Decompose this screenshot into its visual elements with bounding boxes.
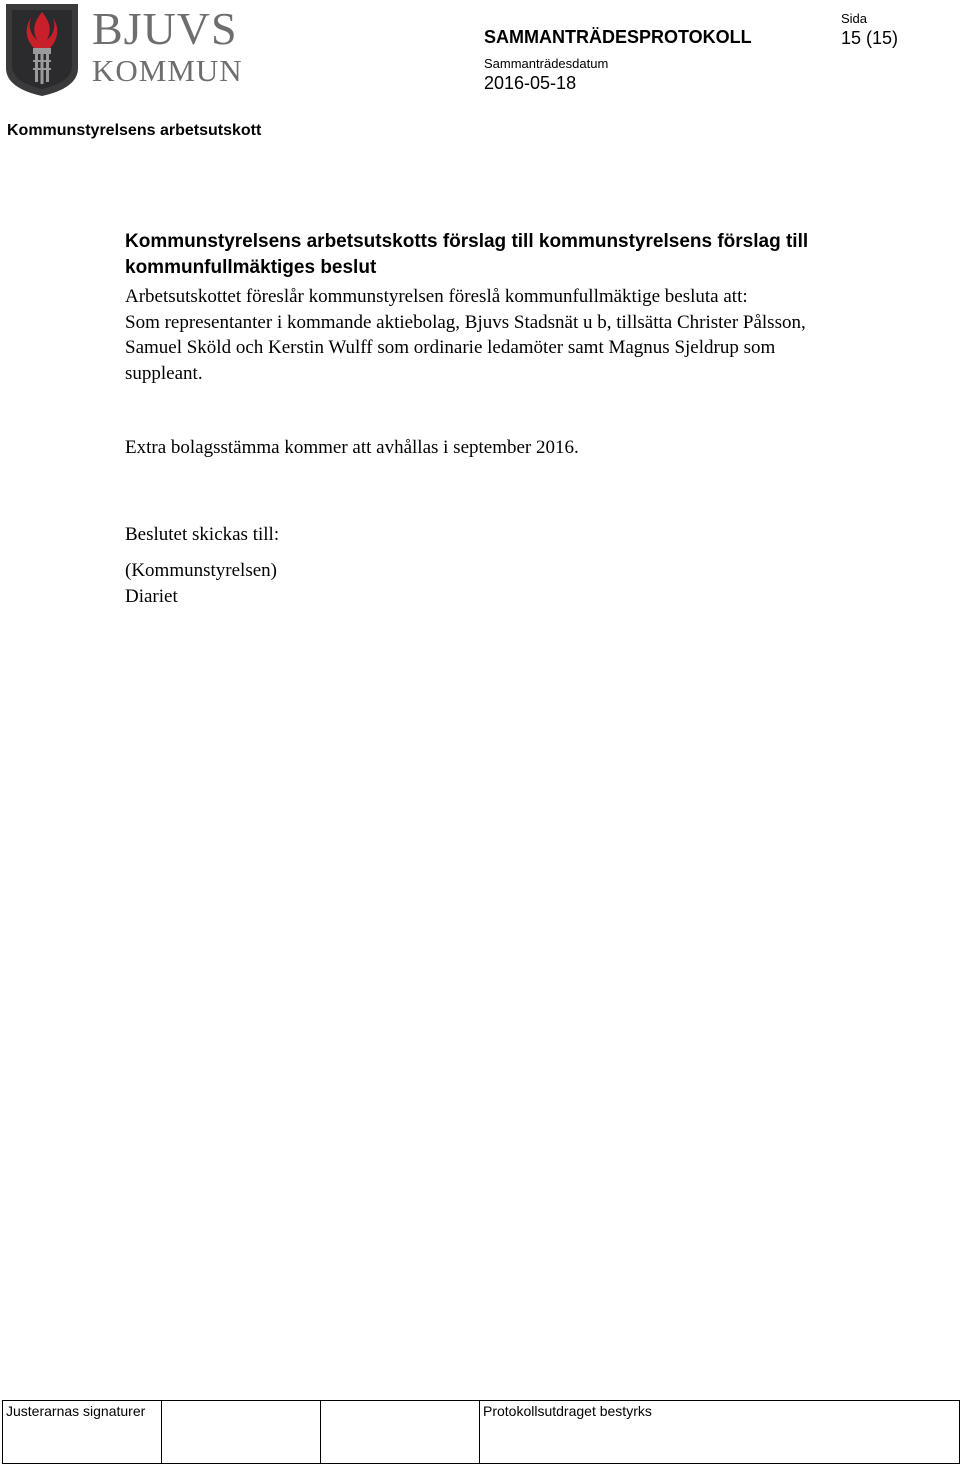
signature-cell-1	[3, 1401, 162, 1464]
recipient-item: Diariet	[125, 586, 178, 607]
logo-wordmark-kommun: KOMMUN	[92, 53, 243, 88]
proposal-decision: Som representanter i kommande aktiebolag, Bjuvs Stadsnät u b, tillsätta Christer Pålsson, Samuel Sköld och Kerstin Wulff som ordinarie ledamöter samt Magnus Sjeldrup som suppleant.	[125, 311, 806, 384]
committee-name: Kommunstyrelsens arbetsutskott	[7, 122, 262, 139]
page-label: Sida	[841, 11, 868, 26]
signatures-label: Justerarnas signaturer	[6, 1403, 146, 1419]
certified-label: Protokollsutdraget bestyrks	[483, 1403, 652, 1419]
extra-meeting-note: Extra bolagsstämma kommer att avhållas i september 2016.	[125, 437, 579, 458]
municipality-logo	[4, 2, 243, 98]
recipient-item: (Kommunstyrelsen)	[125, 560, 277, 581]
proposal-intro: Arbetsutskottet föreslår kommunstyrelsen föreslå kommunfullmäktige besluta att:	[125, 286, 748, 307]
meeting-date-label: Sammanträdesdatum	[484, 56, 609, 71]
document-type: SAMMANTRÄDESPROTOKOLL	[484, 27, 752, 47]
sent-to-label: Beslutet skickas till:	[125, 524, 280, 545]
recipient-list	[125, 558, 277, 610]
page-number: 15 (15)	[841, 28, 899, 48]
meeting-date-value: 2016-05-18	[484, 73, 577, 93]
signature-cell-3	[321, 1401, 480, 1464]
signature-table	[2, 1400, 960, 1464]
certified-cell	[480, 1401, 960, 1464]
coat-of-arms-icon	[4, 2, 80, 98]
logo-wordmark-bjuvs: BJUVS	[92, 3, 238, 54]
proposal-body	[125, 284, 845, 386]
signature-cell-2	[162, 1401, 321, 1464]
section-heading: Kommunstyrelsens arbetsutskotts förslag till kommunstyrelsens förslag till kommunfullmäktiges beslut	[125, 231, 809, 278]
